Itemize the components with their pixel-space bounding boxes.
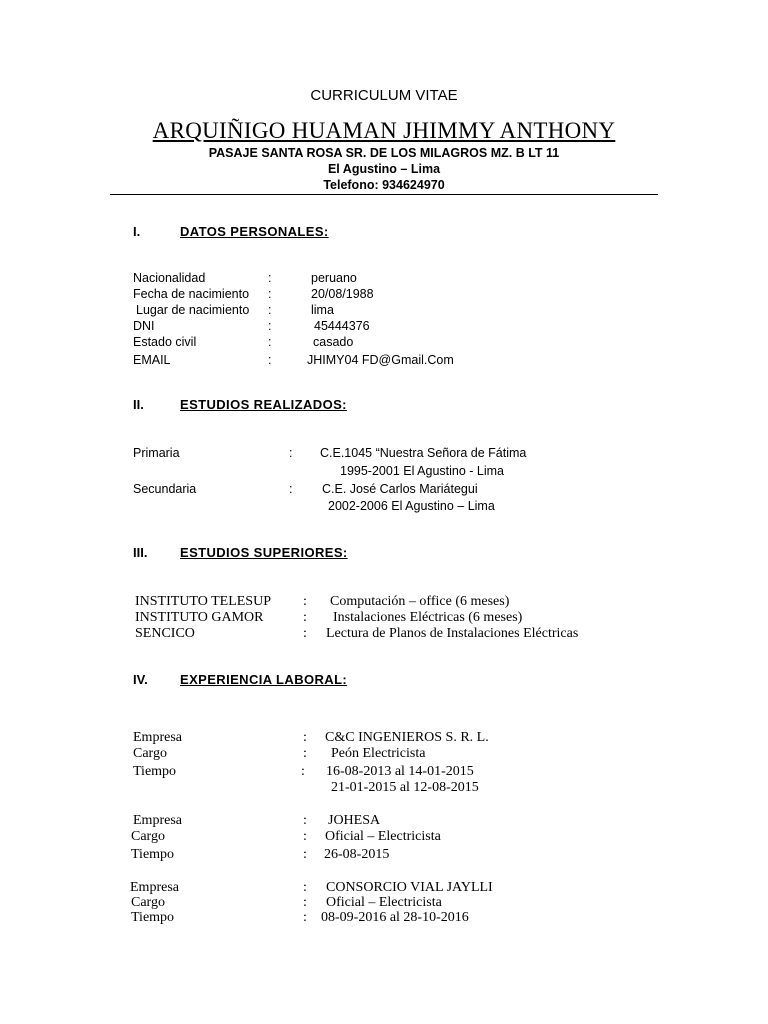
job-role: Oficial – Electricista: [325, 829, 441, 844]
job-time: 08-09-2016 al 28-10-2016: [321, 910, 469, 925]
separator: :: [303, 746, 307, 761]
job-company: CONSORCIO VIAL JAYLLI: [326, 880, 493, 895]
separator: :: [303, 829, 307, 844]
separator: :: [303, 730, 307, 745]
label-instituto-telesup: INSTITUTO TELESUP: [135, 594, 271, 609]
document-title: CURRICULUM VITAE: [310, 87, 458, 104]
separator: :: [268, 287, 272, 301]
primary-school: C.E.1045 “Nuestra Señora de Fátima: [320, 446, 527, 460]
job-company: JOHESA: [328, 813, 381, 828]
label-lugar-nacimiento: Lugar de nacimiento: [136, 303, 250, 317]
section-title-experience: EXPERIENCIA LABORAL:: [180, 672, 348, 687]
label-tiempo: Tiempo: [133, 764, 177, 779]
separator: :: [303, 847, 307, 862]
label-fecha-nacimiento: Fecha de nacimiento: [133, 287, 250, 301]
label-sencico: SENCICO: [135, 626, 195, 641]
separator: :: [301, 764, 305, 779]
label-empresa: Empresa: [130, 880, 179, 895]
job-time-extra: 21-01-2015 al 12-08-2015: [331, 780, 479, 795]
address-line: PASAJE SANTA ROSA SR. DE LOS MILAGROS MZ. B LT 11: [208, 146, 560, 160]
primary-years: 1995-2001 El Agustino - Lima: [340, 464, 504, 478]
label-tiempo: Tiempo: [131, 847, 175, 862]
separator: :: [303, 880, 307, 895]
label-email: EMAIL: [133, 353, 171, 367]
phone-line: Telefono: 934624970: [323, 178, 445, 192]
job-role: Peón Electricista: [331, 746, 426, 761]
label-cargo: Cargo: [133, 746, 167, 761]
section-number-higher: III.: [133, 545, 148, 560]
label-empresa: Empresa: [133, 813, 182, 828]
separator: :: [303, 594, 307, 609]
separator: :: [289, 482, 293, 496]
job-company: C&C INGENIEROS S. R. L.: [325, 730, 489, 745]
section-number-studies: II.: [133, 397, 144, 412]
job-time: 16-08-2013 al 14-01-2015: [326, 764, 474, 779]
job-role: Oficial – Electricista: [326, 895, 442, 910]
section-number-personal: I.: [133, 224, 141, 239]
section-number-experience: IV.: [133, 672, 148, 687]
value-fecha-nacimiento: 20/08/1988: [311, 287, 374, 301]
value-gamor: Instalaciones Eléctricas (6 meses): [333, 610, 523, 625]
value-email: JHIMY04 FD@Gmail.Com: [307, 353, 454, 367]
candidate-name: ARQUIÑIGO HUAMAN JHIMMY ANTHONY: [152, 118, 616, 143]
separator: :: [303, 895, 307, 910]
label-nacionalidad: Nacionalidad: [133, 271, 206, 285]
separator: :: [289, 446, 293, 460]
separator: :: [268, 303, 272, 317]
section-title-personal: DATOS PERSONALES:: [180, 224, 329, 239]
job-time: 26-08-2015: [324, 847, 390, 862]
value-lugar-nacimiento: lima: [311, 303, 334, 317]
label-dni: DNI: [133, 319, 155, 333]
separator: :: [268, 335, 272, 349]
label-cargo: Cargo: [131, 895, 165, 910]
separator: :: [268, 353, 272, 367]
separator: :: [268, 271, 272, 285]
district-line: El Agustino – Lima: [327, 162, 441, 176]
separator: :: [303, 813, 307, 828]
label-primaria: Primaria: [133, 446, 180, 460]
label-tiempo: Tiempo: [131, 910, 175, 925]
secondary-years: 2002-2006 El Agustino – Lima: [328, 499, 495, 513]
value-dni: 45444376: [314, 319, 370, 333]
label-estado-civil: Estado civil: [133, 335, 197, 349]
value-telesup: Computación – office (6 meses): [330, 594, 510, 609]
separator: :: [268, 319, 272, 333]
separator: :: [303, 626, 307, 641]
separator: :: [303, 910, 307, 925]
value-nacionalidad: peruano: [311, 271, 357, 285]
header-divider: [110, 194, 658, 195]
label-instituto-gamor: INSTITUTO GAMOR: [135, 610, 264, 625]
secondary-school: C.E. José Carlos Mariátegui: [322, 482, 478, 496]
label-empresa: Empresa: [133, 730, 182, 745]
separator: :: [303, 610, 307, 625]
value-estado-civil: casado: [313, 335, 354, 349]
value-sencico: Lectura de Planos de Instalaciones Eléctricas: [326, 626, 579, 641]
section-title-higher: ESTUDIOS SUPERIORES:: [180, 545, 348, 560]
label-secundaria: Secundaria: [133, 482, 197, 496]
section-title-studies: ESTUDIOS REALIZADOS:: [180, 397, 347, 412]
label-cargo: Cargo: [131, 829, 165, 844]
